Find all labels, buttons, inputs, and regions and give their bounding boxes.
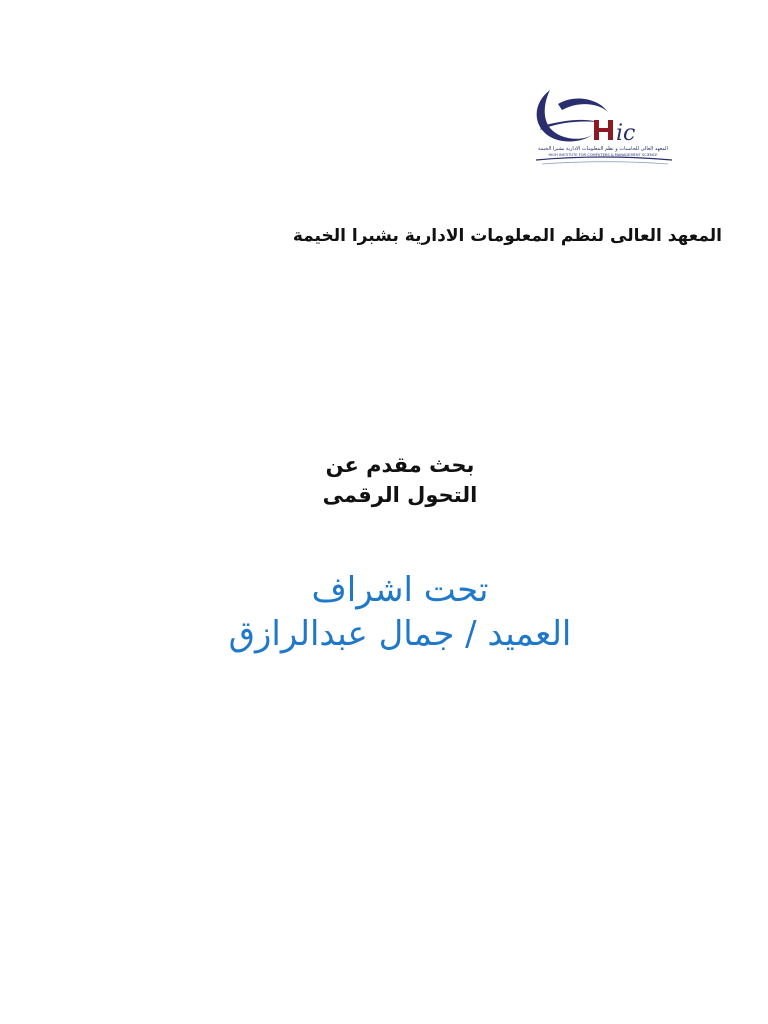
institute-name: المعهد العالى لنظم المعلومات الادارية بشبرا الخيمة — [292, 226, 722, 246]
supervision-heading: تحت اشراف — [311, 570, 489, 610]
research-title-line1: بحث مقدم عن — [325, 453, 475, 477]
supervision — [150, 568, 650, 656]
research-title-line2: التحول الرقمى — [322, 483, 478, 507]
institute-logo — [528, 84, 678, 168]
supervisor-name: العميد / جمال عبدالرازق — [228, 614, 572, 654]
svg-text:ic: ic — [616, 121, 636, 146]
hic-logo-graphic — [528, 84, 678, 168]
logo-tagline-ar: المعهد العالى للحاسبات و نظم المعلومات الادارية بشبرا الخيمة — [538, 146, 668, 152]
research-title — [200, 450, 600, 510]
logo-tagline-en: HIGH INSTITUTE FOR COMPUTERS & MANAGEMENT SCIENCE — [548, 153, 658, 157]
